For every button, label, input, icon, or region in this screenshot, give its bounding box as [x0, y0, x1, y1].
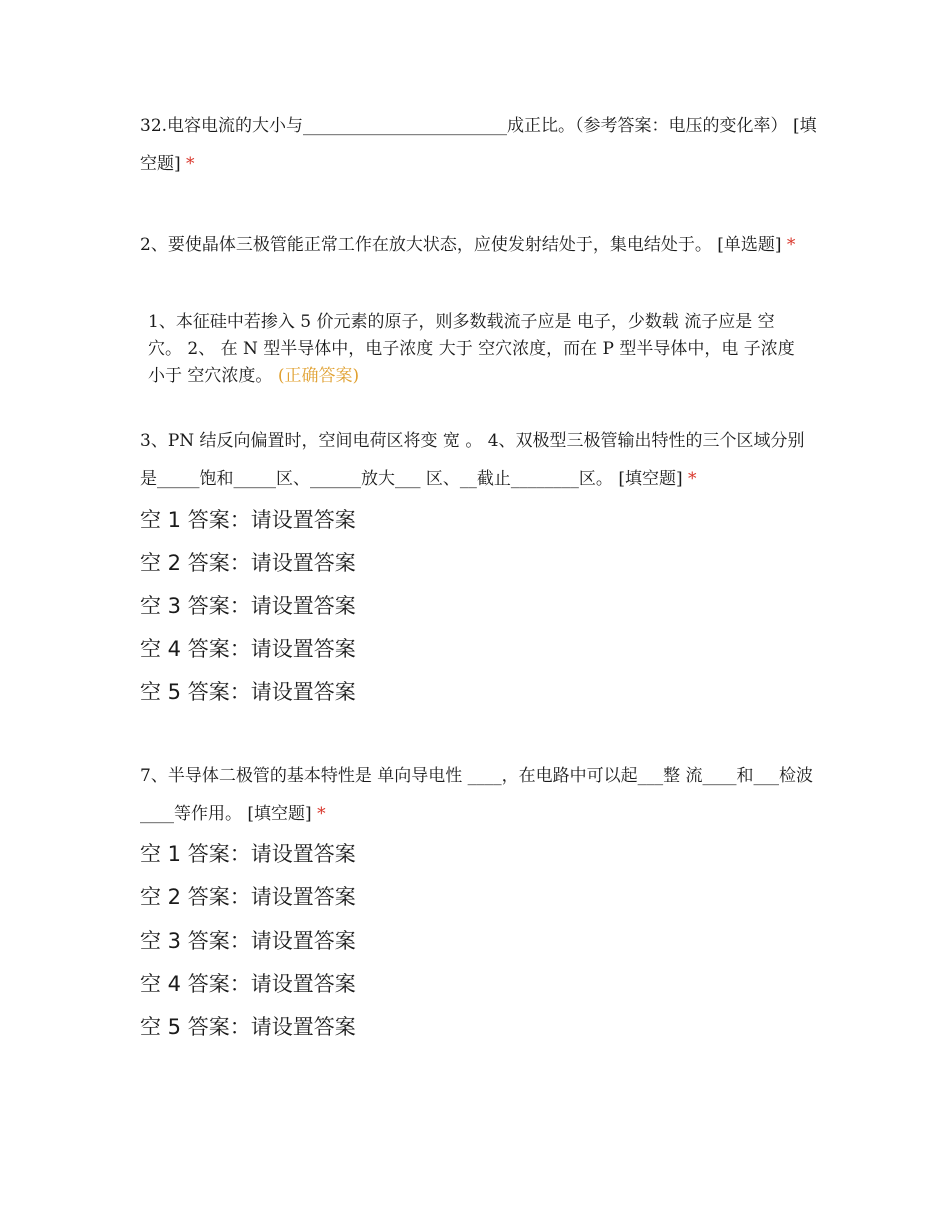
required-star: *: [687, 469, 697, 489]
question-32-text: 32.电容电流的大小与________________________成正比。（参考答案：电压的变化率）: [140, 116, 788, 136]
required-star: *: [786, 235, 796, 255]
required-star: *: [186, 154, 195, 174]
blank-answer-5: 空 5 答案：请设置答案: [140, 1015, 356, 1039]
blank-answer-3: 空 3 答案：请设置答案: [140, 929, 356, 953]
option-text: 1、本征硅中若掺入 5 价元素的原子，则多数载流子应是 电子，少数载 流子应是 空穴。 2、 在 N 型半导体中，电子浓度 大于 空穴浓度，而在 P 型半导体中，电 子浓度 小于 空穴浓度。: [148, 312, 795, 386]
blank-answer-3: 空 3 答案：请设置答案: [140, 594, 356, 618]
question-7: [140, 757, 820, 833]
question-type-tag: [填空题]: [618, 469, 683, 489]
question-32: [140, 107, 820, 183]
correct-answer-label: (正确答案): [277, 366, 360, 386]
required-star: *: [317, 804, 326, 824]
question-3: [140, 422, 820, 498]
blank-answer-2: 空 2 答案：请设置答案: [140, 551, 356, 575]
blank-answer-1: 空 1 答案：请设置答案: [140, 842, 356, 866]
blank-answer-2: 空 2 答案：请设置答案: [140, 885, 356, 909]
blank-answer-4: 空 4 答案：请设置答案: [140, 972, 356, 996]
question-2: [140, 226, 820, 264]
option-correct[interactable]: [148, 309, 798, 390]
blank-answer-5: 空 5 答案：请设置答案: [140, 680, 356, 704]
question-type-tag: [单选题]: [717, 235, 782, 255]
question-type-tag: [填空题]: [247, 804, 312, 824]
blank-answer-1: 空 1 答案：请设置答案: [140, 508, 356, 532]
question-3-text: 3、PN 结反向偏置时，空间电荷区将变 宽 。 4、双极型三极管输出特性的三个区域分别是_____饱和_____区、______放大___ 区、__截止________区。: [140, 431, 805, 489]
question-type-tag: [填空题]: [140, 116, 817, 174]
blank-answer-4: 空 4 答案：请设置答案: [140, 637, 356, 661]
question-2-text: 2、要使晶体三极管能正常工作在放大状态，应使发射结处于，集电结处于。: [140, 235, 712, 255]
question-7-text: 7、半导体二极管的基本特性是 单向导电性 ____，在电路中可以起___整 流____和___检波____等作用。: [140, 766, 814, 824]
